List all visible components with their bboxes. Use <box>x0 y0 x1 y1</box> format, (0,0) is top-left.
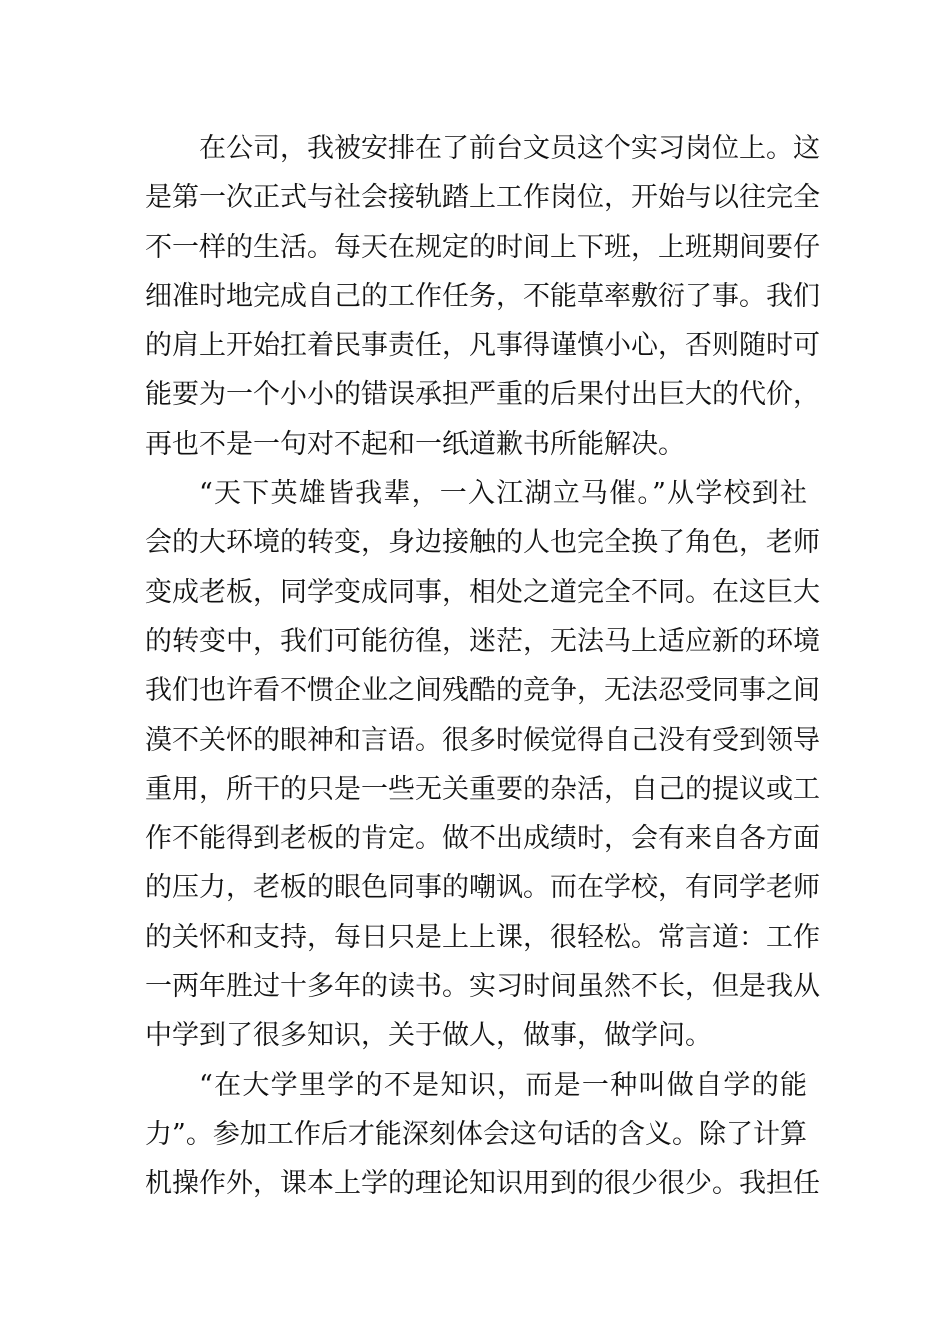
text-line: 漠不关怀的眼神和言语。很多时候觉得自己没有受到领导 <box>145 724 820 756</box>
text-line: “天下英雄皆我辈，一入江湖立马催。”从学校到社 <box>199 478 807 510</box>
text-line: 不一样的生活。每天在规定的时间上下班，上班期间要仔 <box>145 231 820 263</box>
text-line: 的肩上开始扛着民事责任，凡事得谨慎小心，否则随时可 <box>145 330 820 362</box>
body-text <box>145 124 820 1209</box>
text-line: 是第一次正式与社会接轨踏上工作岗位，开始与以往完全 <box>145 182 820 214</box>
text-line: “在大学里学的不是知识，而是一种叫做自学的能 <box>199 1069 807 1101</box>
text-line: 会的大环境的转变，身边接触的人也完全换了角色，老师 <box>145 527 820 559</box>
text-line: 力”。参加工作后才能深刻体会这句话的含义。除了计算 <box>145 1118 807 1150</box>
text-line: 细准时地完成自己的工作任务，不能草率敷衍了事。我们 <box>145 280 820 312</box>
paragraph-2 <box>145 469 820 1061</box>
text-line: 变成老板，同学变成同事，相处之道完全不同。在这巨大 <box>145 576 820 608</box>
text-line: 的转变中，我们可能彷徨，迷茫，无法马上适应新的环境 <box>145 625 820 657</box>
text-line: 中学到了很多知识，关于做人，做事，做学问。 <box>145 1020 712 1052</box>
text-line: 再也不是一句对不起和一纸道歉书所能解决。 <box>145 428 685 460</box>
text-line: 作不能得到老板的肯定。做不出成绩时，会有来自各方面 <box>145 823 820 855</box>
text-line: 的关怀和支持，每日只是上上课，很轻松。常言道：工作 <box>145 921 820 953</box>
text-line: 我们也许看不惯企业之间残酷的竞争，无法忍受同事之间 <box>145 675 820 707</box>
text-line: 机操作外，课本上学的理论知识用到的很少很少。我担任 <box>145 1168 820 1200</box>
text-line: 重用，所干的只是一些无关重要的杂活，自己的提议或工 <box>145 773 820 805</box>
paragraph-1 <box>145 124 820 469</box>
paragraph-3 <box>145 1061 820 1209</box>
text-line: 在公司，我被安排在了前台文员这个实习岗位上。这 <box>199 133 820 164</box>
text-line: 能要为一个小小的错误承担严重的后果付出巨大的代价， <box>145 379 820 411</box>
text-line: 的压力，老板的眼色同事的嘲讽。而在学校，有同学老师 <box>145 872 820 904</box>
text-line: 一两年胜过十多年的读书。实习时间虽然不长，但是我从 <box>145 971 820 1003</box>
